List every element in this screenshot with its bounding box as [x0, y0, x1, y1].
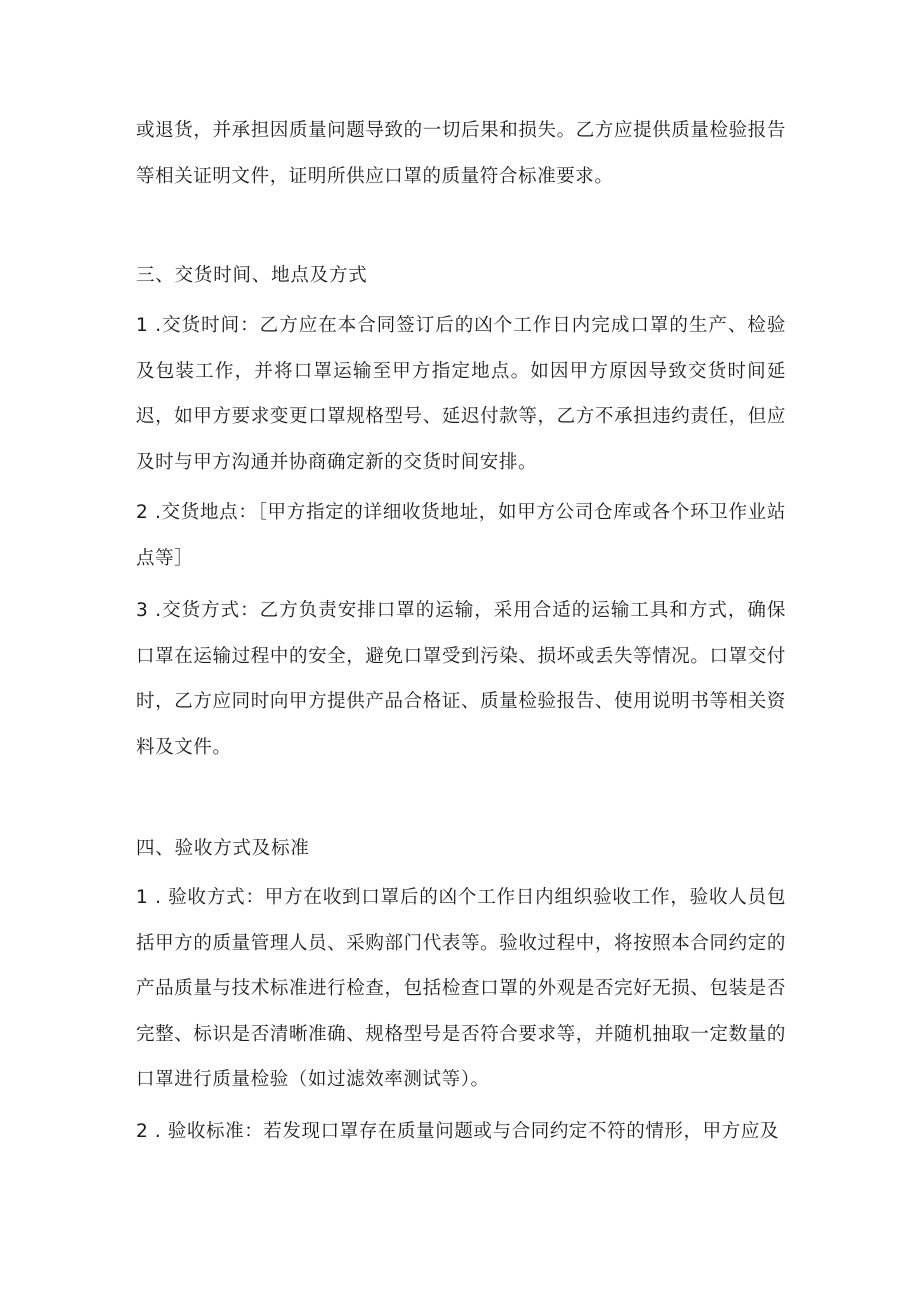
- section-heading-acceptance: 四、验收方式及标准: [136, 838, 310, 859]
- clause-delivery-location: 2 .交货地点：［甲方指定的详细收货地址，如甲方公司仓库或各个环卫作业站点等］: [136, 502, 786, 569]
- section-heading-delivery: 三、交货时间、地点及方式: [136, 265, 368, 286]
- clause-acceptance-standard: 2 . 验收标准：若发现口罩存在质量问题或与合同约定不符的情形，甲方应及: [136, 1121, 780, 1142]
- clause-delivery-time: 1 .交货时间：乙方应在本合同签订后的凶个工作日内完成口罩的生产、检验及包装工作，并将口罩运输至甲方指定地点。如因甲方原因导致交货时间延迟，如甲方要求变更口罩规格型号、延迟付款等，乙方不承担违约责任，但应及时与甲方沟通并协商确定新的交货时间安排。: [136, 315, 786, 473]
- clause-delivery-method: 3 .交货方式：乙方负责安排口罩的运输，采用合适的运输工具和方式，确保口罩在运输过程中的安全，避免口罩受到污染、损坏或丢失等情况。口罩交付时，乙方应同时向甲方提供产品合格证、质量检验报告、使用说明书等相关资料及文件。: [136, 600, 786, 758]
- paragraph-intro: 或退货，并承担因质量问题导致的一切后果和损失。乙方应提供质量检验报告等相关证明文件，证明所供应口罩的质量符合标准要求。: [136, 120, 786, 187]
- clause-acceptance-method: 1 . 验收方式：甲方在收到口罩后的凶个工作日内组织验收工作，验收人员包括甲方的质量管理人员、采购部门代表等。验收过程中，将按照本合同约定的产品质量与技术标准进行检查，包括检查口罩的外观是否完好无损、包装是否完整、标识是否清晰准确、规格型号是否符合要求等，并随机抽取一定数量的口罩进行质量检验（如过滤效率测试等）。: [136, 887, 786, 1090]
